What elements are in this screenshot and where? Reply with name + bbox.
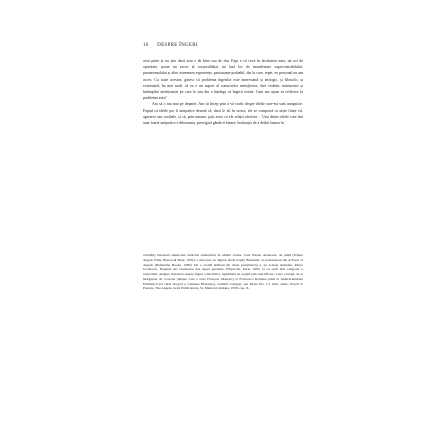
running-header [143,43,198,48]
footnote [143,253,303,291]
paragraph: avut parte și nu știu dacă asta e de bine sau de rău. Fapt e că ceva în alcătuirea mea, un soi de opacitate, poate un exces al corporalității, nu lasă loc de manifestare supra-sensibilului, paranormalului și altor asemenea experiențe, pasionante probabil, dar la care, repet, eu personal nu am acces. Cu toate acestea, găsesc că problema îngerilor este interesantă și teologic, și filosofic, și existențial, ba mai mult, că ea e un suport al contactelor nemijlocite, fără vedenii, mărturisiri și întâmplări neobișnuite pe care le știu din a înțelege că îngerii există. Cum am ajuns să reflectez la problema asta? [143,59,303,101]
page-number: 16 [143,43,149,48]
body-text [143,58,303,126]
paragraph: Am să o iau mai pe departe. Am să încep prin a vă vorbi despre ideile care-mi sunt antipatice. Faptul că ideile pot fi antipatice denotă că, dacă le iei în serios, ele se comportă ca niște ființe vii, agresive sau cordiale, și că, prin urmare, poți avea cu ele relații afective… Una dintre ideile care îmi sunt foarte antipatice e dihotomia, prestigiul gândirii binare, înclinația de a defini lumea în [143,102,303,126]
footnote-text: cantități) literatură americană dedicată subiectului în ultima vreme. Joan Wester Anderson, de pildă (Where Angels Walk, Barton & Brett, 1992), e mai ușor de digerat decât Sophy Burnham, cu bestsellerul său A Book of Angels (Ballantine Books, 1990). De o aromă utilitară (în cheie jurnalistică) e, pe același domeniu, Pierre Jovanovic, Enquête sur l'existence des anges gardiens, Filipacchi, Paris, 1993. O cu totul altă categorie o reprezintă, desigur, literatura despre îngeri a misticilor, legitimată de regulă prin sanctificare. Lista e lungă, de la Margareta de Cortona (despre care a scris François Mauriac) și Francesca Romana până la Anna-Katherina Emmerich (al cărei biograf e Clemens Brentano), Gemma Galgani, sau Padre Pio. Cf. între altele, Pascal P. Parente, The Angels, Grail Publications, St. Meinrad, Indiana, 1958, cap. X. [143,253,303,291]
running-title: DESPRE ÎNGERI [157,43,198,48]
